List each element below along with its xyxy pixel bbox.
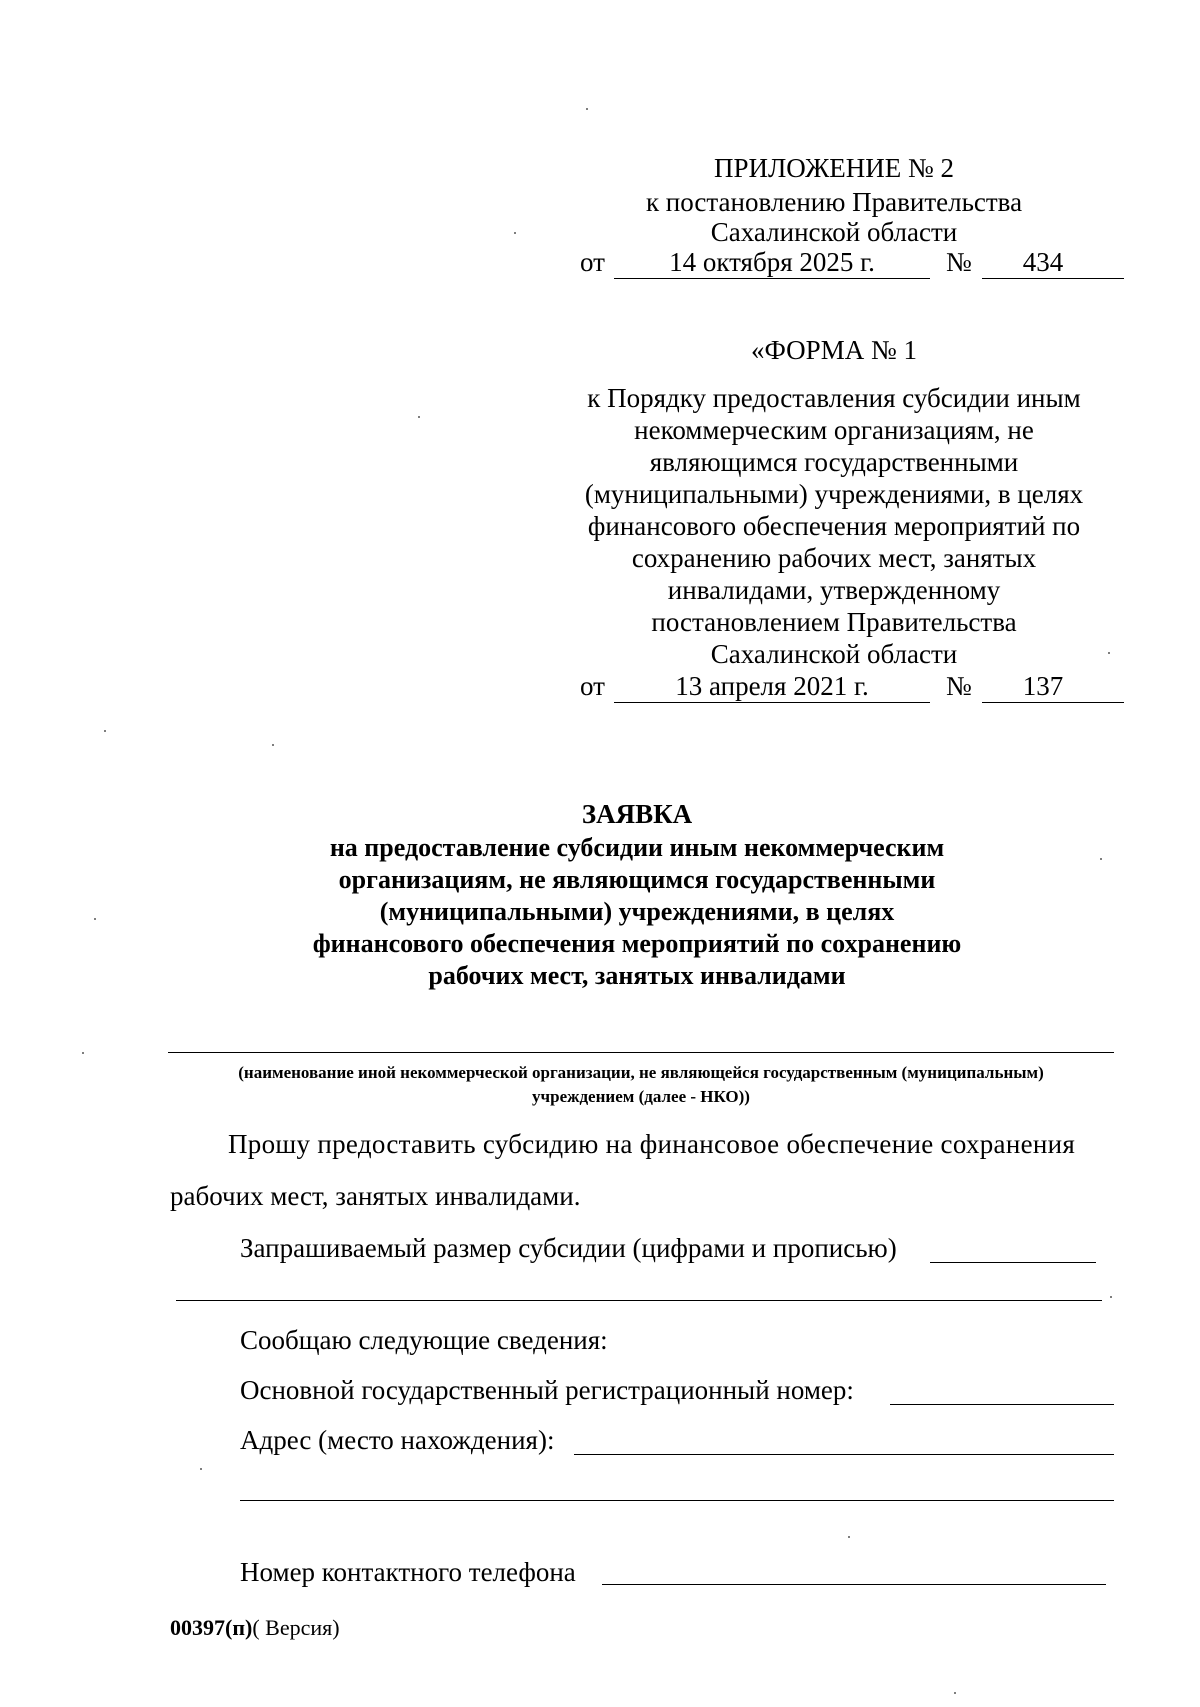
form-ref-line: Сахалинской области: [710, 639, 958, 669]
number-label: №: [946, 247, 972, 277]
scan-speck: [954, 1692, 956, 1694]
scan-speck: [82, 1052, 84, 1054]
amount-label: Запрашиваемый размер субсидии (цифрами и прописью): [240, 1233, 897, 1263]
form-ref-line: к Порядку предоставления субсидии иным: [587, 383, 1081, 413]
form-title: «ФОРМА № 1: [751, 335, 917, 365]
title-line: на предоставление субсидии иным некоммерческим: [329, 833, 945, 862]
scan-speck: [848, 1536, 850, 1538]
region-line: Сахалинской области: [710, 217, 958, 247]
scan-speck: [104, 730, 106, 732]
scan-speck: [94, 918, 96, 920]
info-label: Сообщаю следующие сведения:: [240, 1325, 608, 1355]
form-ref-line: некоммерческим организациям, не: [634, 415, 1034, 445]
number-underline: [982, 278, 1124, 279]
document-code: 00397(п): [170, 1615, 253, 1640]
scan-speck: [1100, 858, 1102, 860]
scan-speck: [586, 108, 588, 110]
number-label: №: [946, 671, 972, 701]
document-heading: ЗАЯВКА: [581, 799, 693, 829]
request-text: рабочих мест, занятых инвалидами.: [170, 1181, 581, 1211]
order-number: 137: [1022, 671, 1064, 701]
scan-speck: [200, 1468, 202, 1470]
title-line: рабочих мест, занятых инвалидами: [428, 961, 846, 990]
form-ref-line: постановлением Правительства: [651, 607, 1017, 637]
phone-label: Номер контактного телефона: [240, 1557, 576, 1587]
form-ref-line: являющимся государственными: [649, 447, 1019, 477]
form-ref-line: (муниципальными) учреждениями, в целях: [584, 479, 1084, 509]
resolution-date: 14 октября 2025 г.: [669, 247, 875, 277]
date-underline: [614, 278, 930, 279]
number-underline: [982, 702, 1124, 703]
appendix-title: ПРИЛОЖЕНИЕ № 2: [713, 153, 955, 183]
title-line: (муниципальными) учреждениями, в целях: [379, 897, 895, 926]
org-caption: учреждением (далее - НКО)): [532, 1087, 750, 1106]
org-caption: (наименование иной некоммерческой организации, не являющейся государственным (муниципальным): [238, 1063, 1044, 1082]
version-label: ( Версия): [252, 1615, 340, 1640]
title-line: финансового обеспечения мероприятий по сохранению: [312, 929, 962, 958]
org-name-field: [168, 1052, 1114, 1053]
ogrn-label: Основной государственный регистрационный номер:: [240, 1375, 854, 1405]
form-ref-line: инвалидами, утвержденному: [667, 575, 1001, 605]
scan-speck: [514, 232, 516, 234]
resolution-number: 434: [1022, 247, 1064, 277]
request-text: Прошу предоставить субсидию на финансовое обеспечение сохранения: [228, 1129, 1076, 1159]
form-ref-line: сохранению рабочих мест, занятых: [631, 543, 1037, 573]
amount-field-line2: [176, 1300, 1102, 1301]
ogrn-field: [890, 1404, 1114, 1405]
date-underline: [614, 702, 930, 703]
address-label: Адрес (место нахождения):: [240, 1425, 555, 1455]
from-label: от: [580, 247, 605, 277]
scan-speck: [272, 744, 274, 746]
resolution-line: к постановлению Правительства: [645, 187, 1023, 217]
footer-code: [170, 1614, 340, 1642]
address-field: [574, 1454, 1114, 1455]
phone-field: [602, 1584, 1106, 1585]
order-date: 13 апреля 2021 г.: [675, 671, 869, 701]
scan-speck: [1108, 652, 1110, 654]
from-label: от: [580, 671, 605, 701]
scan-speck: [418, 416, 420, 418]
form-ref-line: финансового обеспечения мероприятий по: [587, 511, 1081, 541]
scan-speck: [1110, 1296, 1112, 1298]
amount-field: [930, 1262, 1096, 1263]
address-field-line2: [240, 1500, 1114, 1501]
title-line: организациям, не являющимся государственными: [338, 865, 936, 894]
